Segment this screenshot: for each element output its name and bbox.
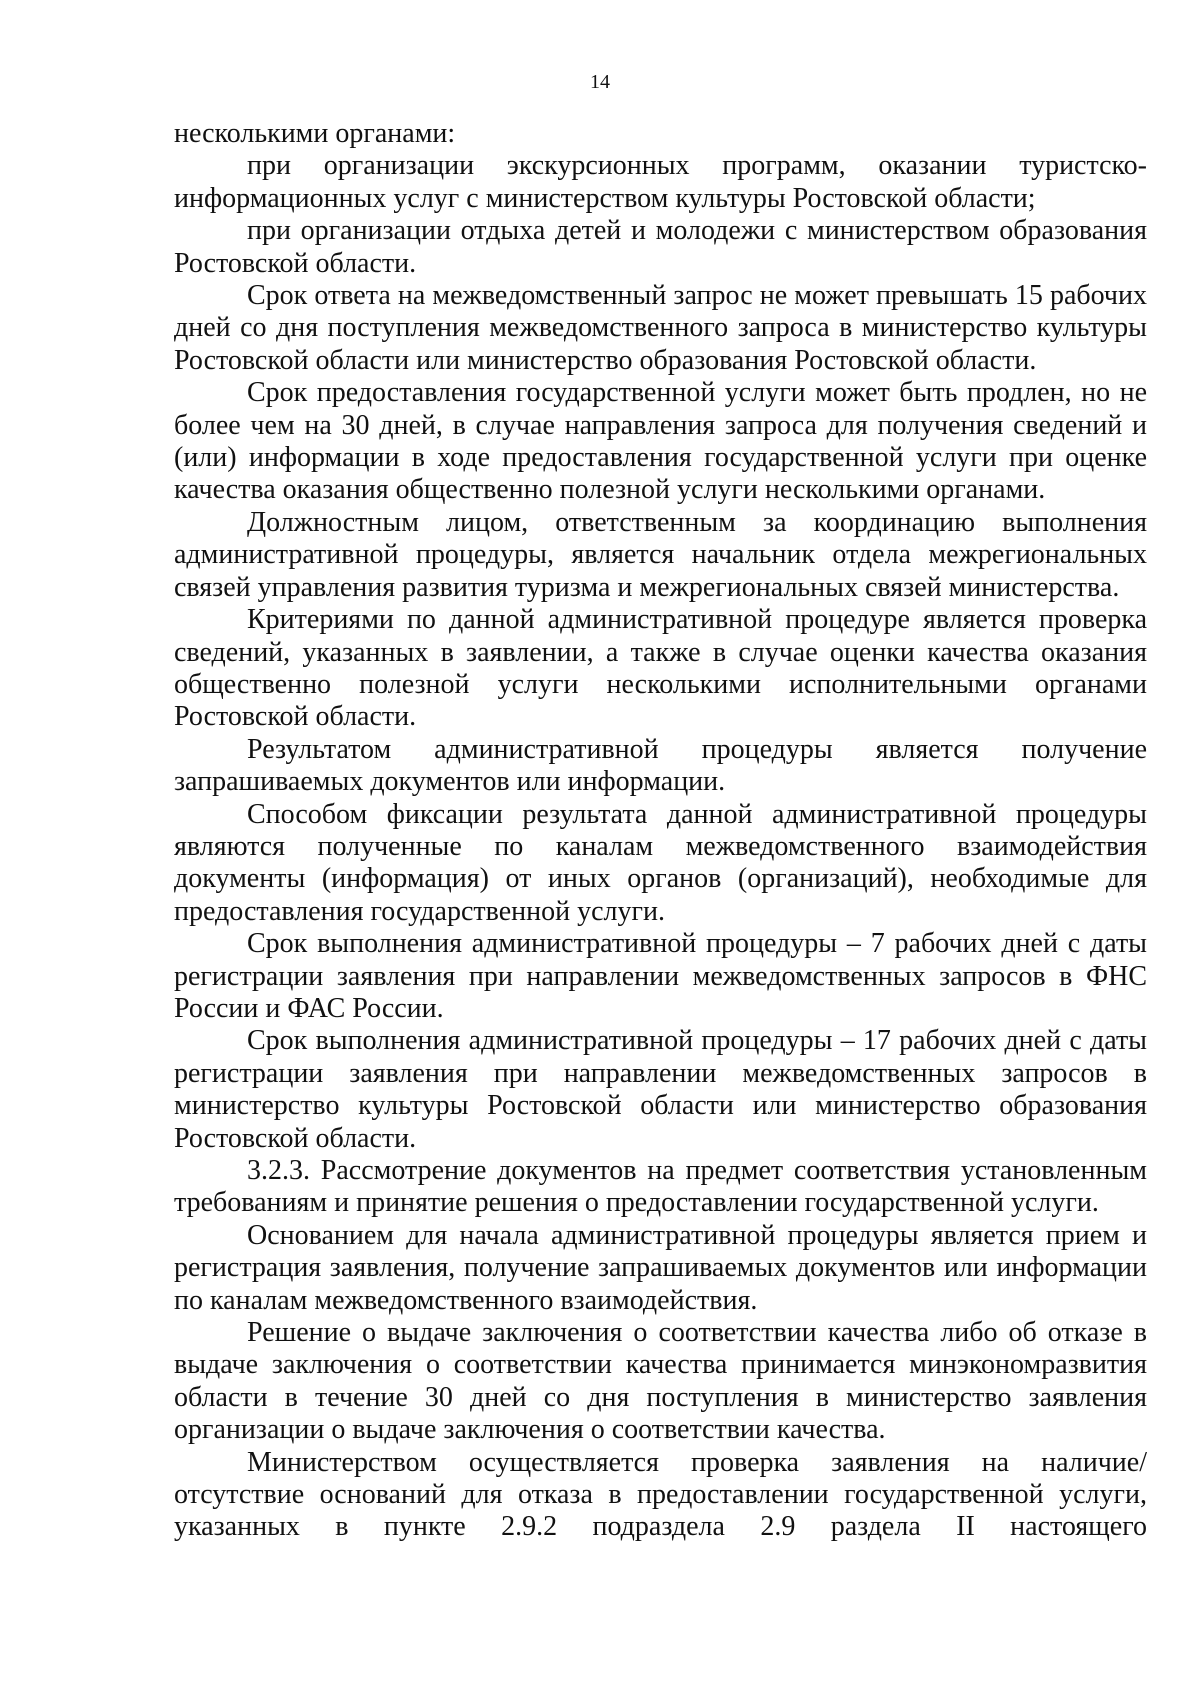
paragraph: Срок предоставления государственной услуги может быть продлен, но не более чем на 30 дней, в случае направления запроса для получения сведений и (или) информации в ходе предоставления государственной услуги при оценке качества оказания общественно полезной услуги несколькими органами. [174, 377, 1147, 506]
paragraph: при организации отдыха детей и молодежи с министерством образования Ростовской области. [174, 215, 1147, 279]
paragraph: при организации экскурсионных программ, оказании туристско-информационных услуг с министерством культуры Ростовской области; [174, 150, 1147, 214]
paragraph: Министерством осуществляется проверка заявления на наличие/ отсутствие оснований для отказа в предоставлении государственной услуги, указанных в пункте 2.9.2 подраздела 2.9 раздела II настоящего [174, 1446, 1147, 1543]
paragraph: несколькими органами: [174, 118, 456, 149]
paragraph: Способом фиксации результата данной административной процедуры являются полученные по каналам межведомственного взаимодействия документы (информация) от иных органов (организаций), необходимые для предоставления государственной услуги. [174, 798, 1147, 927]
paragraph: Срок выполнения административной процедуры – 17 рабочих дней с даты регистрации заявления при направлении межведомственных запросов в министерство культуры Ростовской области или министерство образования Ростовской области. [174, 1025, 1147, 1154]
paragraph: Критериями по данной административной процедуре является проверка сведений, указанных в заявлении, а также в случае оценки качества оказания общественно полезной услуги несколькими исполнительными органами Ростовской области. [174, 604, 1147, 733]
document-body [174, 118, 1147, 1544]
paragraph: Основанием для начала административной процедуры является прием и регистрация заявления, получение запрашиваемых документов или информации по каналам межведомственного взаимодействия. [174, 1219, 1147, 1316]
page-number: 14 [590, 71, 610, 93]
paragraph: Срок ответа на межведомственный запрос не может превышать 15 рабочих дней со дня поступления межведомственного запроса в министерство культуры Ростовской области или министерство образования Ростовской области. [174, 280, 1147, 376]
section-heading-paragraph: 3.2.3. Рассмотрение документов на предмет соответствия установленным требованиям и принятие решения о предоставлении государственной услуги. [174, 1155, 1147, 1219]
paragraph: Срок выполнения административной процедуры – 7 рабочих дней с даты регистрации заявления при направлении межведомственных запросов в ФНС России и ФАС России. [174, 928, 1147, 1024]
paragraph: Должностным лицом, ответственным за координацию выполнения административной процедуры, является начальник отдела межрегиональных связей управления развития туризма и межрегиональных связей министерства. [174, 506, 1147, 603]
paragraph: Решение о выдаче заключения о соответствии качества либо об отказе в выдаче заключения о соответствии качества принимается минэкономразвития области в течение 30 дней со дня поступления в министерство заявления организации о выдаче заключения о соответствии качества. [174, 1317, 1147, 1446]
paragraph: Результатом административной процедуры является получение запрашиваемых документов или информации. [174, 733, 1147, 798]
